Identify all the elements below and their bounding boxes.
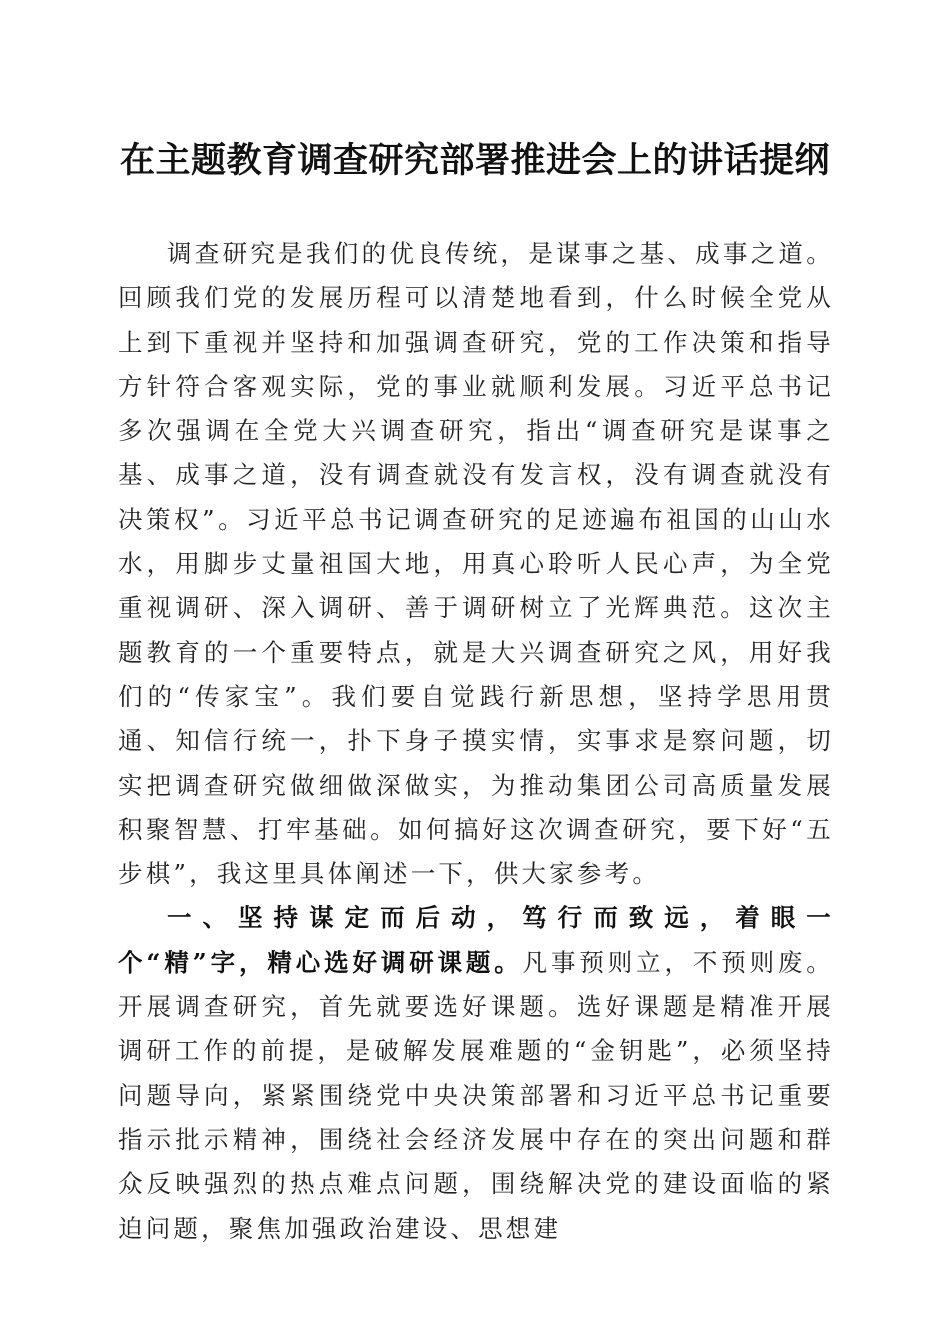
paragraph-intro-text: 调查研究是我们的优良传统，是谋事之基、成事之道。回顾我们党的发展历程可以清楚地看到，什么时候全党从上到下重视并坚持和加强调查研究，党的工作决策和指导方针符合客观实际，党的事业就顺利发展。习近平总书记多次强调在全党大兴调查研究，指出“调查研究是谋事之基、成事之道，没有调查就没有发言权，没有调查就没有决策权”。习近平总书记调查研究的足迹遍布祖国的山山水水，用脚步丈量祖国大地，用真心聆听人民心声，为全党重视调研、深入调研、善于调研树立了光辉典范。这次主题教育的一个重要特点，就是大兴调查研究之风，用好我们的“传家宝”。我们要自觉践行新思想，坚持学思用贯通、知信行统一，扑下身子摸实情，实事求是察问题，切实把调查研究做细做深做实，为推动集团公司高质量发展积聚智慧、打牢基础。如何搞好这次调查研究，要下好“五步棋”，我这里具体阐述一下，供大家参考。 [118, 239, 834, 889]
document-body [118, 232, 834, 1251]
paragraph-section-1 [118, 896, 834, 1250]
document-title: 在主题教育调查研究部署推进会上的讲话提纲 [119, 140, 830, 181]
paragraph-section-1-text: 凡事预则立，不预则废。开展调查研究，首先就要选好课题。选好课题是精准开展调研工作的前提，是破解发展难题的“金钥匙”，必须坚持问题导向，紧紧围绕党中央决策部署和习近平总书记重要指示批示精神，围绕社会经济发展中存在的突出问题和群众反映强烈的热点难点问题，围绕解决党的建设面临的紧迫问题，聚焦加强政治建设、思想建 [118, 947, 834, 1243]
section-heading-1: 一、坚持谋定而后动，笃行而致远，着眼一个“精”字，精心选好调研课题。 [118, 903, 834, 977]
paragraph-intro [118, 232, 834, 896]
